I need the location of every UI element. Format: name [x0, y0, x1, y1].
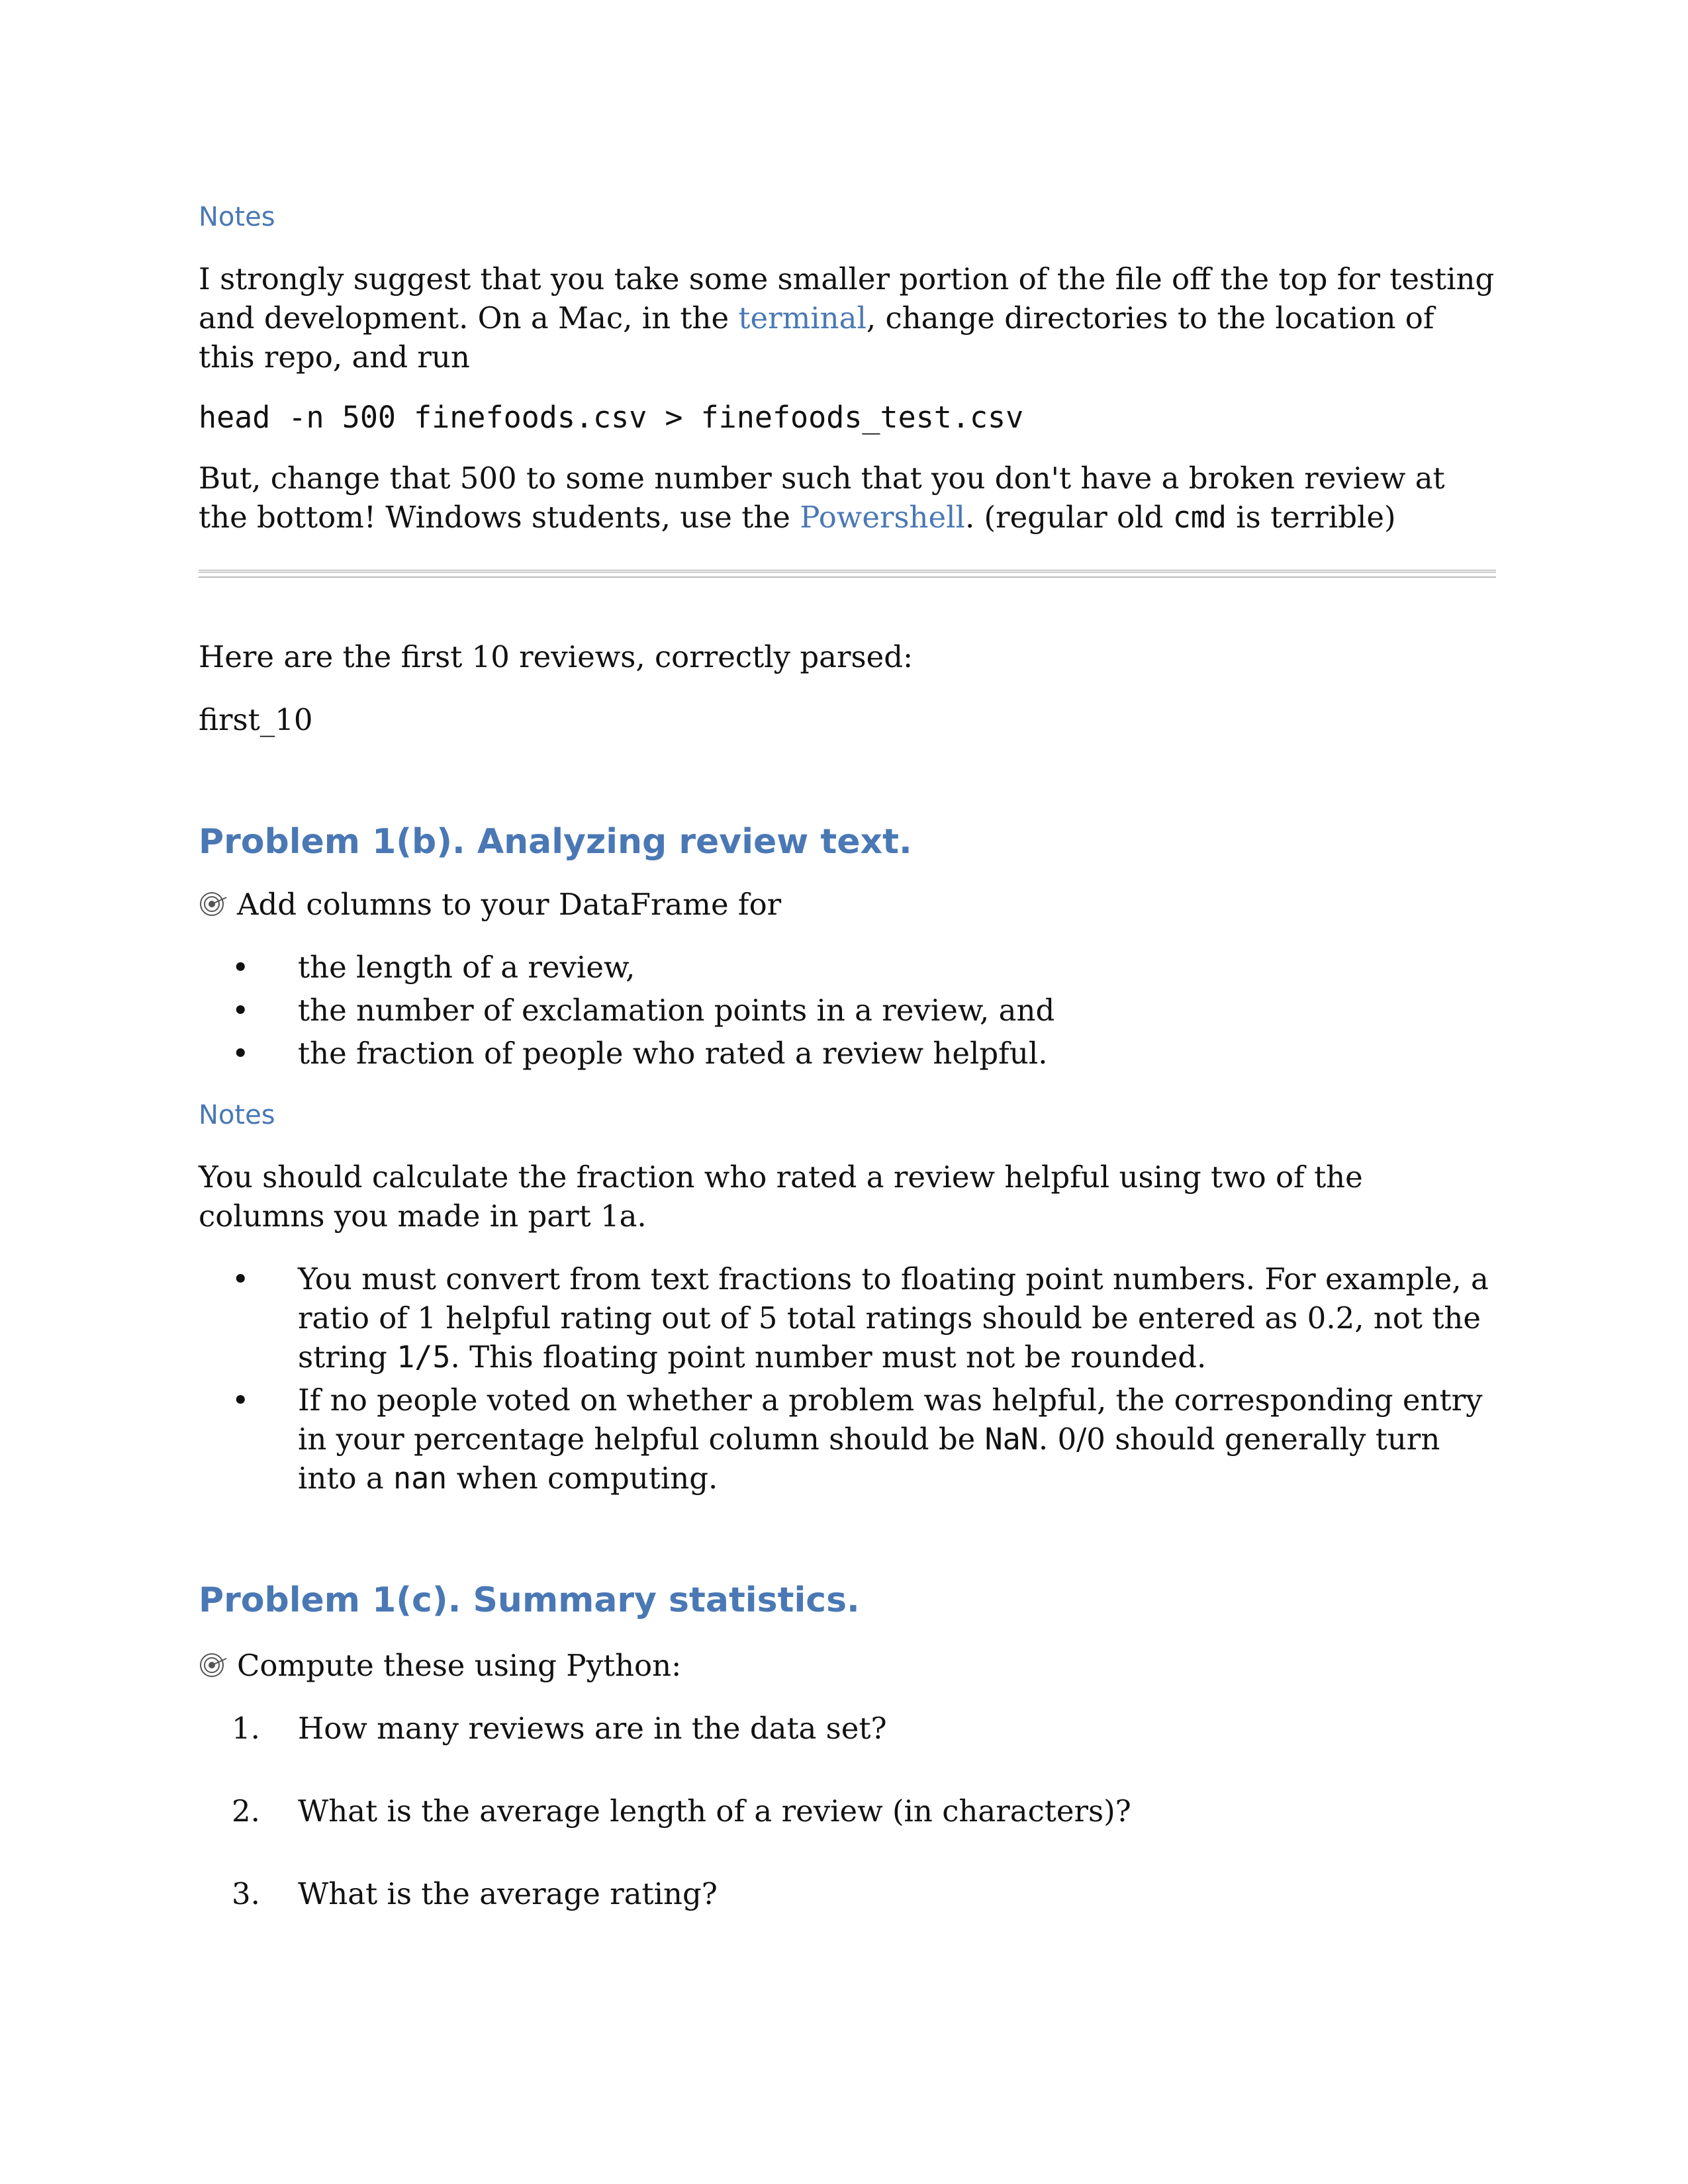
problem-1b-task-text: Add columns to your DataFrame for	[237, 887, 782, 922]
problem-1b-list	[199, 948, 1496, 1073]
problem-1b-task	[199, 885, 1496, 924]
cmd-code: cmd	[1172, 500, 1227, 535]
head-command: head -n 500 finefoods.csv > finefoods_test.csv	[199, 400, 1024, 435]
questions-list	[199, 1709, 1496, 1913]
target-icon	[199, 889, 228, 919]
first10-intro: Here are the first 10 reviews, correctly parsed:	[199, 639, 914, 674]
list-item-text: the length of a review,	[298, 950, 635, 985]
notes-list	[199, 1259, 1496, 1498]
notes-text-a: I strongly suggest that you take some smaller portion of the file off the top for testing and development. On a Mac, in the	[199, 261, 1495, 336]
powershell-link[interactable]: Powershell	[800, 500, 965, 535]
notes-paragraph-2	[199, 459, 1496, 537]
question-text: What is the average length of a review (in characters)?	[298, 1794, 1131, 1829]
question-text: How many reviews are in the data set?	[298, 1711, 887, 1746]
list-item	[199, 948, 1496, 987]
notes-heading-2: Notes	[199, 1100, 275, 1130]
fraction-code: 1/5	[397, 1340, 451, 1375]
note1-text-a: You must convert from text fractions to floating point numbers. For example, a ratio of 1 helpful rating out of 5 total ratings should be entered as 0.2, not the string	[298, 1261, 1489, 1375]
problem-1c-task-text: Compute these using Python:	[237, 1648, 682, 1683]
notes-heading: Notes	[199, 202, 275, 232]
problem-1c-title: Problem 1(c). Summary statistics.	[199, 1580, 860, 1620]
document-page	[199, 199, 1496, 1913]
list-item-text: the number of exclamation points in a review, and	[298, 993, 1055, 1028]
bullet: •	[232, 950, 250, 985]
bullet: •	[232, 993, 250, 1028]
notes2-text-b: . (regular old	[964, 500, 1173, 535]
nan-lower-code: nan	[393, 1461, 447, 1496]
question-number: 1.	[232, 1711, 260, 1746]
notes-paragraph	[199, 259, 1496, 377]
question-item	[199, 1792, 1496, 1831]
notes-text-1b: You should calculate the fraction who rated a review helpful using two of the columns you made in part 1a.	[199, 1160, 1363, 1234]
bullet: •	[232, 1261, 250, 1297]
question-item	[199, 1874, 1496, 1913]
list-item	[199, 1381, 1496, 1498]
bullet: •	[232, 1036, 250, 1071]
problem-1b-title: Problem 1(b). Analyzing review text.	[199, 822, 912, 862]
list-item-text: the fraction of people who rated a review helpful.	[298, 1036, 1048, 1071]
question-number: 3.	[232, 1876, 260, 1911]
question-number: 2.	[232, 1794, 260, 1829]
question-item	[199, 1709, 1496, 1748]
nan-code: NaN	[984, 1422, 1039, 1457]
notes2-text-a: But, change that 500 to some number such that you don't have a broken review at the bottom! Windows students, use the	[199, 461, 1445, 535]
problem-1c-task	[199, 1646, 1496, 1685]
horizontal-rule	[199, 570, 1496, 578]
note2-text-a: If no people voted on whether a problem was helpful, the corresponding entry in your percentage helpful column should be	[298, 1383, 1483, 1457]
terminal-link[interactable]: terminal	[738, 300, 867, 336]
list-item	[199, 991, 1496, 1030]
bullet: •	[232, 1383, 250, 1418]
note2-text-c: when computing.	[447, 1461, 718, 1496]
target-icon	[199, 1651, 228, 1680]
notes2-text-c: is terrible)	[1226, 500, 1396, 535]
list-item	[199, 1259, 1496, 1377]
first10-label: first_10	[199, 702, 313, 737]
list-item	[199, 1034, 1496, 1073]
notes-text-b: , change directories to the location of this repo, and run	[199, 300, 1434, 375]
question-text: What is the average rating?	[298, 1876, 718, 1911]
note1-text-b: . This floating point number must not be rounded.	[450, 1340, 1207, 1375]
note2-text-b: . 0/0 should generally turn into a	[298, 1422, 1440, 1496]
